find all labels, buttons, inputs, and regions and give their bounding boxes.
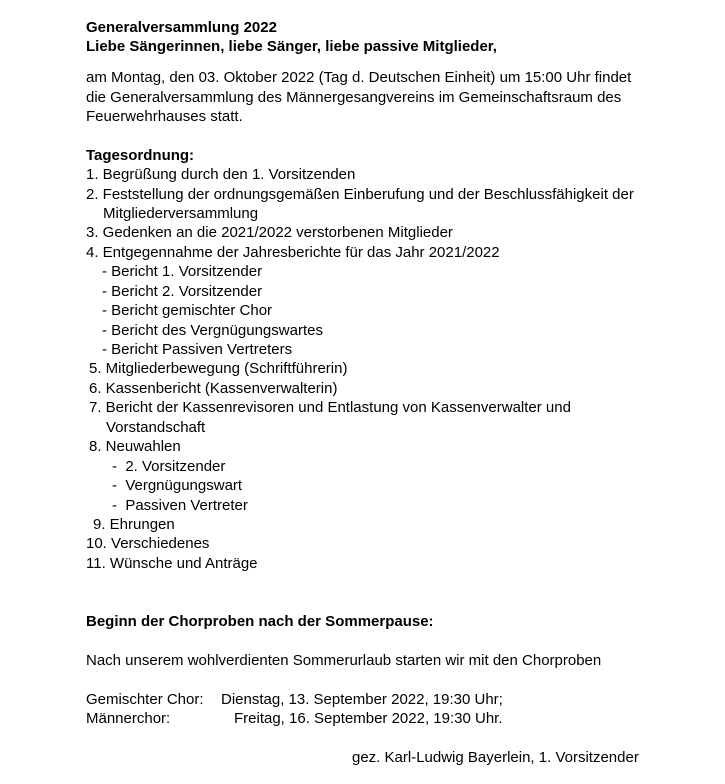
- agenda-subitem: - 2. Vorsitzender: [112, 458, 226, 475]
- mixed-choir-label: Gemischter Chor:: [86, 691, 204, 708]
- agenda-item: 3. Gedenken an die 2021/2022 verstorbenen Mitglieder: [86, 224, 453, 241]
- intro-line: die Generalversammlung des Männergesangvereins im Gemeinschaftsraum des: [86, 89, 622, 106]
- agenda-item: Mitgliederversammlung: [103, 205, 259, 222]
- document-title: Generalversammlung 2022: [86, 19, 277, 36]
- rehearsal-heading: Beginn der Chorproben nach der Sommerpause:: [86, 613, 434, 630]
- agenda-item: 2. Feststellung der ordnungsgemäßen Einberufung und der Beschlussfähigkeit der: [86, 186, 634, 203]
- agenda-item: 4. Entgegennahme der Jahresberichte für das Jahr 2021/2022: [86, 244, 500, 261]
- agenda-subitem: - Bericht des Vergnügungswartes: [102, 322, 323, 339]
- agenda-item: 8. Neuwahlen: [89, 438, 181, 455]
- male-choir-date: Freitag, 16. September 2022, 19:30 Uhr.: [234, 710, 503, 727]
- agenda-subitem: - Passiven Vertreter: [112, 497, 248, 514]
- agenda-item: 6. Kassenbericht (Kassenverwalterin): [89, 380, 338, 397]
- intro-line: am Montag, den 03. Oktober 2022 (Tag d. Deutschen Einheit) um 15:00 Uhr findet: [86, 69, 632, 86]
- intro-line: Feuerwehrhauses statt.: [86, 108, 243, 125]
- agenda-subitem: - Bericht 2. Vorsitzender: [102, 283, 263, 300]
- agenda-item: 7. Bericht der Kassenrevisoren und Entlastung von Kassenverwalter und: [89, 399, 571, 416]
- agenda-subitem: - Vergnügungswart: [112, 477, 243, 494]
- agenda-item: 1. Begrüßung durch den 1. Vorsitzenden: [86, 166, 356, 183]
- agenda-subitem: - Bericht Passiven Vertreters: [102, 341, 293, 358]
- agenda-heading: Tagesordnung:: [86, 147, 195, 164]
- signature: gez. Karl-Ludwig Bayerlein, 1. Vorsitzender: [352, 749, 639, 766]
- agenda-subitem: - Bericht 1. Vorsitzender: [102, 263, 263, 280]
- agenda-item: 9. Ehrungen: [93, 516, 175, 533]
- agenda-item: 5. Mitgliederbewegung (Schriftführerin): [89, 360, 348, 377]
- greeting: Liebe Sängerinnen, liebe Sänger, liebe passive Mitglieder,: [86, 38, 497, 55]
- rehearsal-text: Nach unserem wohlverdienten Sommerurlaub starten wir mit den Chorproben: [86, 652, 602, 669]
- agenda-item: 10. Verschiedenes: [86, 535, 210, 552]
- mixed-choir-date: Dienstag, 13. September 2022, 19:30 Uhr;: [221, 691, 503, 708]
- agenda-subitem: - Bericht gemischter Chor: [102, 302, 273, 319]
- agenda-item: Vorstandschaft: [106, 419, 206, 436]
- male-choir-label: Männerchor:: [86, 710, 171, 727]
- agenda-item: 11. Wünsche und Anträge: [86, 555, 258, 572]
